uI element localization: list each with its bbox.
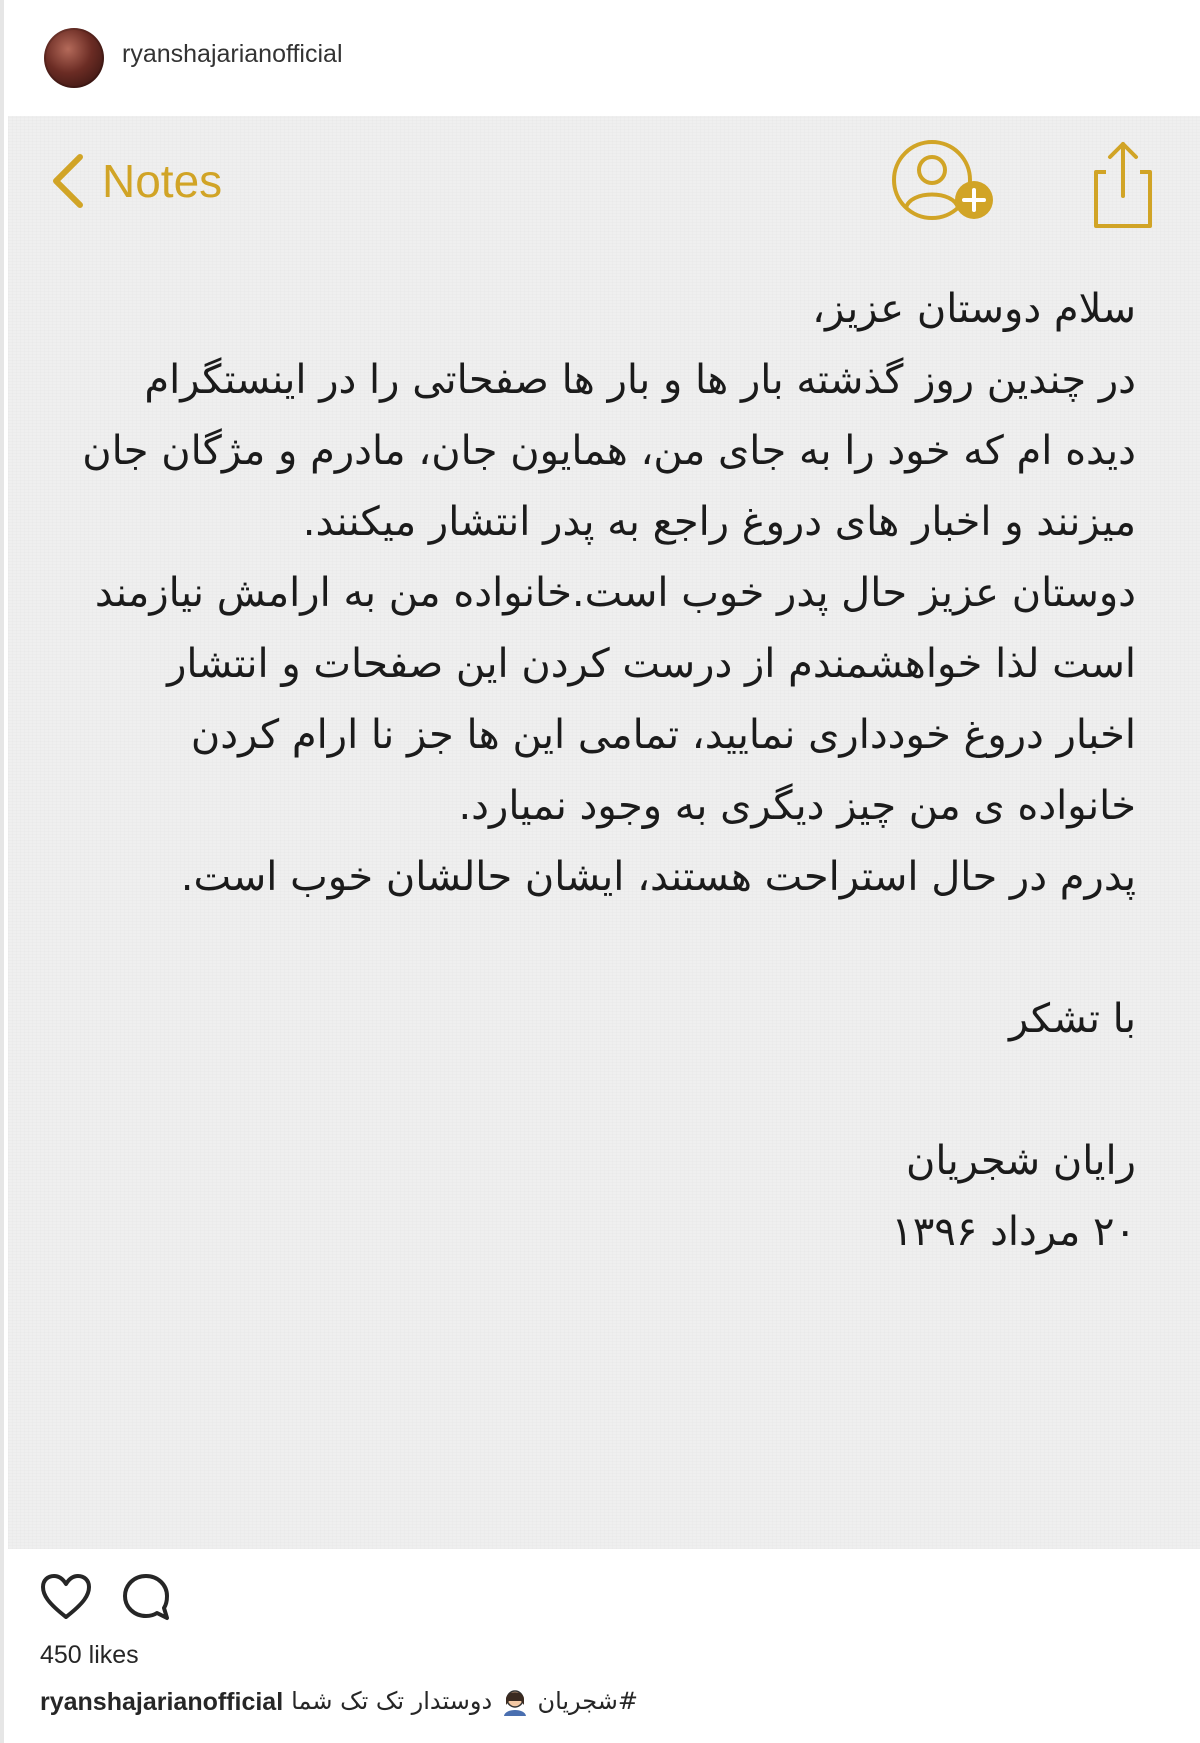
caption-hashtag[interactable]: #شجریان (537, 1687, 639, 1715)
note-paragraph: در چندین روز گذشته بار ها و بار ها صفحاتی را در اینستگرام دیده ام که خود را به جای من، همایون جان، مادرم و مژگان جان میزنند و اخبار های دروغ راجع به پدر انتشار میکنند. (82, 357, 1136, 545)
caption (40, 1687, 638, 1717)
post-header (8, 0, 1200, 116)
likes-count[interactable]: 450 likes (40, 1641, 139, 1669)
notes-screenshot (8, 116, 1200, 1549)
note-paragraph: پدرم در حال استراحت هستند، ایشان حالشان خوب است. (180, 854, 1136, 900)
caption-username[interactable]: ryanshajarianofficial (40, 1687, 284, 1716)
post-username[interactable]: ryanshajarianofficial (122, 40, 343, 68)
woman-emoji-icon (500, 1687, 530, 1717)
note-date: ۲۰ مرداد ۱۳۹۶ (891, 1209, 1136, 1255)
note-closing: با تشکر (1008, 996, 1136, 1042)
caption-body (291, 1687, 638, 1717)
caption-text: دوستدار تک تک شما (291, 1687, 493, 1715)
comment-icon[interactable] (120, 1571, 172, 1623)
note-spacer (76, 913, 1136, 984)
note-spacer (76, 1055, 1136, 1126)
note-body (76, 274, 1136, 1268)
post-footer (8, 1549, 1200, 1743)
note-paragraph: دوستان عزیز حال پدر خوب است.خانواده من به ارامش نیازمند است لذا خواهشمندم از درست کردن این صفحات و انتشار اخبار دروغ خودداری نمایید، تمامی این ها جز نا ارام کردن خانواده ی من چیز دیگری به وجود نمیارد. (94, 570, 1136, 829)
heart-icon[interactable] (40, 1573, 92, 1621)
note-signature: رایان شجریان (906, 1138, 1136, 1184)
share-icon[interactable] (1092, 134, 1154, 234)
notes-back-label: Notes (102, 155, 223, 207)
note-greeting: سلام دوستان عزیز، (812, 286, 1136, 332)
add-person-icon[interactable] (888, 134, 1000, 234)
notes-back-button[interactable] (48, 146, 222, 216)
avatar[interactable] (44, 28, 104, 88)
chevron-left-icon (48, 151, 88, 211)
